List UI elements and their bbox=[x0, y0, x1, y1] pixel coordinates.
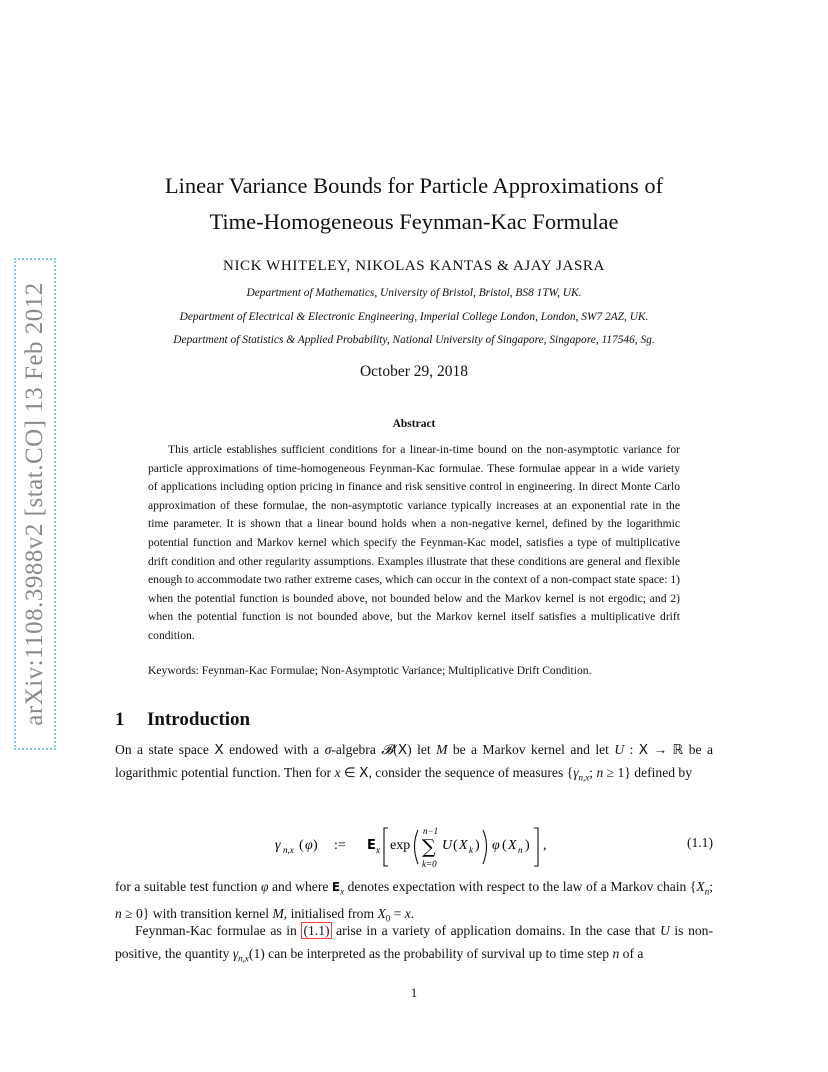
svg-text:exp: exp bbox=[390, 838, 411, 853]
svg-text:): ) bbox=[313, 838, 318, 853]
svg-text:): ) bbox=[525, 838, 530, 853]
intro-paragraph-1: On a state space X endowed with a σ-algebra 𝓑(X) let M be a Markov kernel and let U : X → ℝ be a logarithmic potential function. Then for x ∈ X, consider the sequence of measures {$\gamma_{n,x}$; n ≥ 1} defined by bbox=[115, 742, 713, 783]
svg-text:∑: ∑ bbox=[422, 836, 436, 858]
section-number: 1 bbox=[115, 709, 125, 730]
paper-title bbox=[90, 168, 738, 240]
paper-date: October 29, 2018 bbox=[359, 363, 469, 380]
svg-text::=: := bbox=[334, 838, 346, 853]
intro-paragraph-3: Feynman-Kac formulae as in (1.1) arise in a variety of application domains. In the case that U is non-positive, the quantity $\gamma_{n,x}(1)$ can be interpreted as the probability of survival up to time step n of a bbox=[115, 923, 714, 964]
svg-text:(: ( bbox=[453, 838, 458, 853]
svg-text:k=0: k=0 bbox=[422, 859, 437, 869]
svg-text:x: x bbox=[376, 845, 380, 855]
svg-text:,: , bbox=[543, 838, 547, 853]
svg-text:X: X bbox=[508, 838, 517, 853]
title-line-2: Time-Homogeneous Feynman-Kac Formulae bbox=[209, 209, 619, 234]
section-title: Introduction bbox=[147, 709, 251, 730]
svg-text:k: k bbox=[469, 845, 473, 855]
abstract-text: This article establishes sufficient conditions for a linear-in-time bound on the non-asymptotic variance for particle approximations of time-homogeneous Feynman-Kac formulae. These formulae appear in a wide variety of applications including option pricing in finance and risk sensitive control in engineering. In direct Monte Carlo approximation of these formulae, the non-asymptotic variance typically increases at an exponential rate in the time parameter. It is shown that a linear bound holds when a non-negative kernel, defined by the logarithmic potential function and Markov kernel which specify the Feynman-Kac model, satisfies a type of multiplicative drift condition and other regularity assumptions. Examples illustrate that these conditions are general and flexible enough to accommodate two rather extreme cases, which can occur in the context of a non-compact state space: 1) when the potential function is bounded above, not bounded below and the Markov kernel is not ergodic; and 2) when the potential function is not bounded above, but the Markov kernel itself satisfies a multiplicative drift condition. bbox=[148, 443, 680, 642]
equation-reference-link[interactable]: (1.1) bbox=[303, 923, 330, 938]
svg-text:E: E bbox=[367, 838, 376, 853]
svg-text:(: ( bbox=[299, 838, 304, 853]
equation-number: (1.1) bbox=[686, 835, 713, 850]
equation-1-1 bbox=[270, 822, 570, 870]
affiliation-1: Department of Mathematics, University of Bristol, Bristol, BS8 1TW, UK. bbox=[246, 287, 582, 299]
abstract-heading: Abstract bbox=[392, 418, 436, 430]
svg-text:n,x: n,x bbox=[283, 845, 294, 855]
svg-text:X: X bbox=[459, 838, 468, 853]
svg-text:φ: φ bbox=[492, 838, 500, 853]
section-heading bbox=[115, 709, 250, 731]
svg-text:): ) bbox=[475, 838, 480, 853]
svg-text:γ: γ bbox=[275, 838, 281, 853]
svg-text:U: U bbox=[442, 838, 453, 853]
svg-text:n−1: n−1 bbox=[423, 826, 439, 836]
keywords: Keywords: Feynman-Kac Formulae; Non-Asymptotic Variance; Multiplicative Drift Condition. bbox=[148, 664, 592, 677]
author-list: NICK WHITELEY, NIKOLAS KANTAS & AJAY JASRA bbox=[223, 258, 605, 274]
affiliation-2: Department of Electrical & Electronic Engineering, Imperial College London, London, SW7 2AZ, UK. bbox=[179, 311, 649, 323]
svg-text:n: n bbox=[518, 845, 523, 855]
arxiv-identifier-stamp bbox=[14, 258, 56, 750]
title-line-1: Linear Variance Bounds for Particle Approximations of bbox=[164, 173, 664, 198]
intro-paragraph-2: for a suitable test function φ and where $E_x$ denotes expectation with respect to the law of a Markov chain {$X_n$; n ≥ 0} with transition kernel M, initialised from $X_0 = x$. bbox=[115, 879, 713, 924]
page-number: 1 bbox=[410, 985, 418, 1000]
svg-text:(: ( bbox=[502, 838, 507, 853]
svg-text:φ: φ bbox=[305, 838, 313, 853]
affiliation-3: Department of Statistics & Applied Probability, National University of Singapore, Singapore, 117546, Sg. bbox=[173, 334, 655, 346]
arxiv-identifier: arXiv:1108.3988v2 [stat.CO] 13 Feb 2012 bbox=[21, 282, 48, 726]
